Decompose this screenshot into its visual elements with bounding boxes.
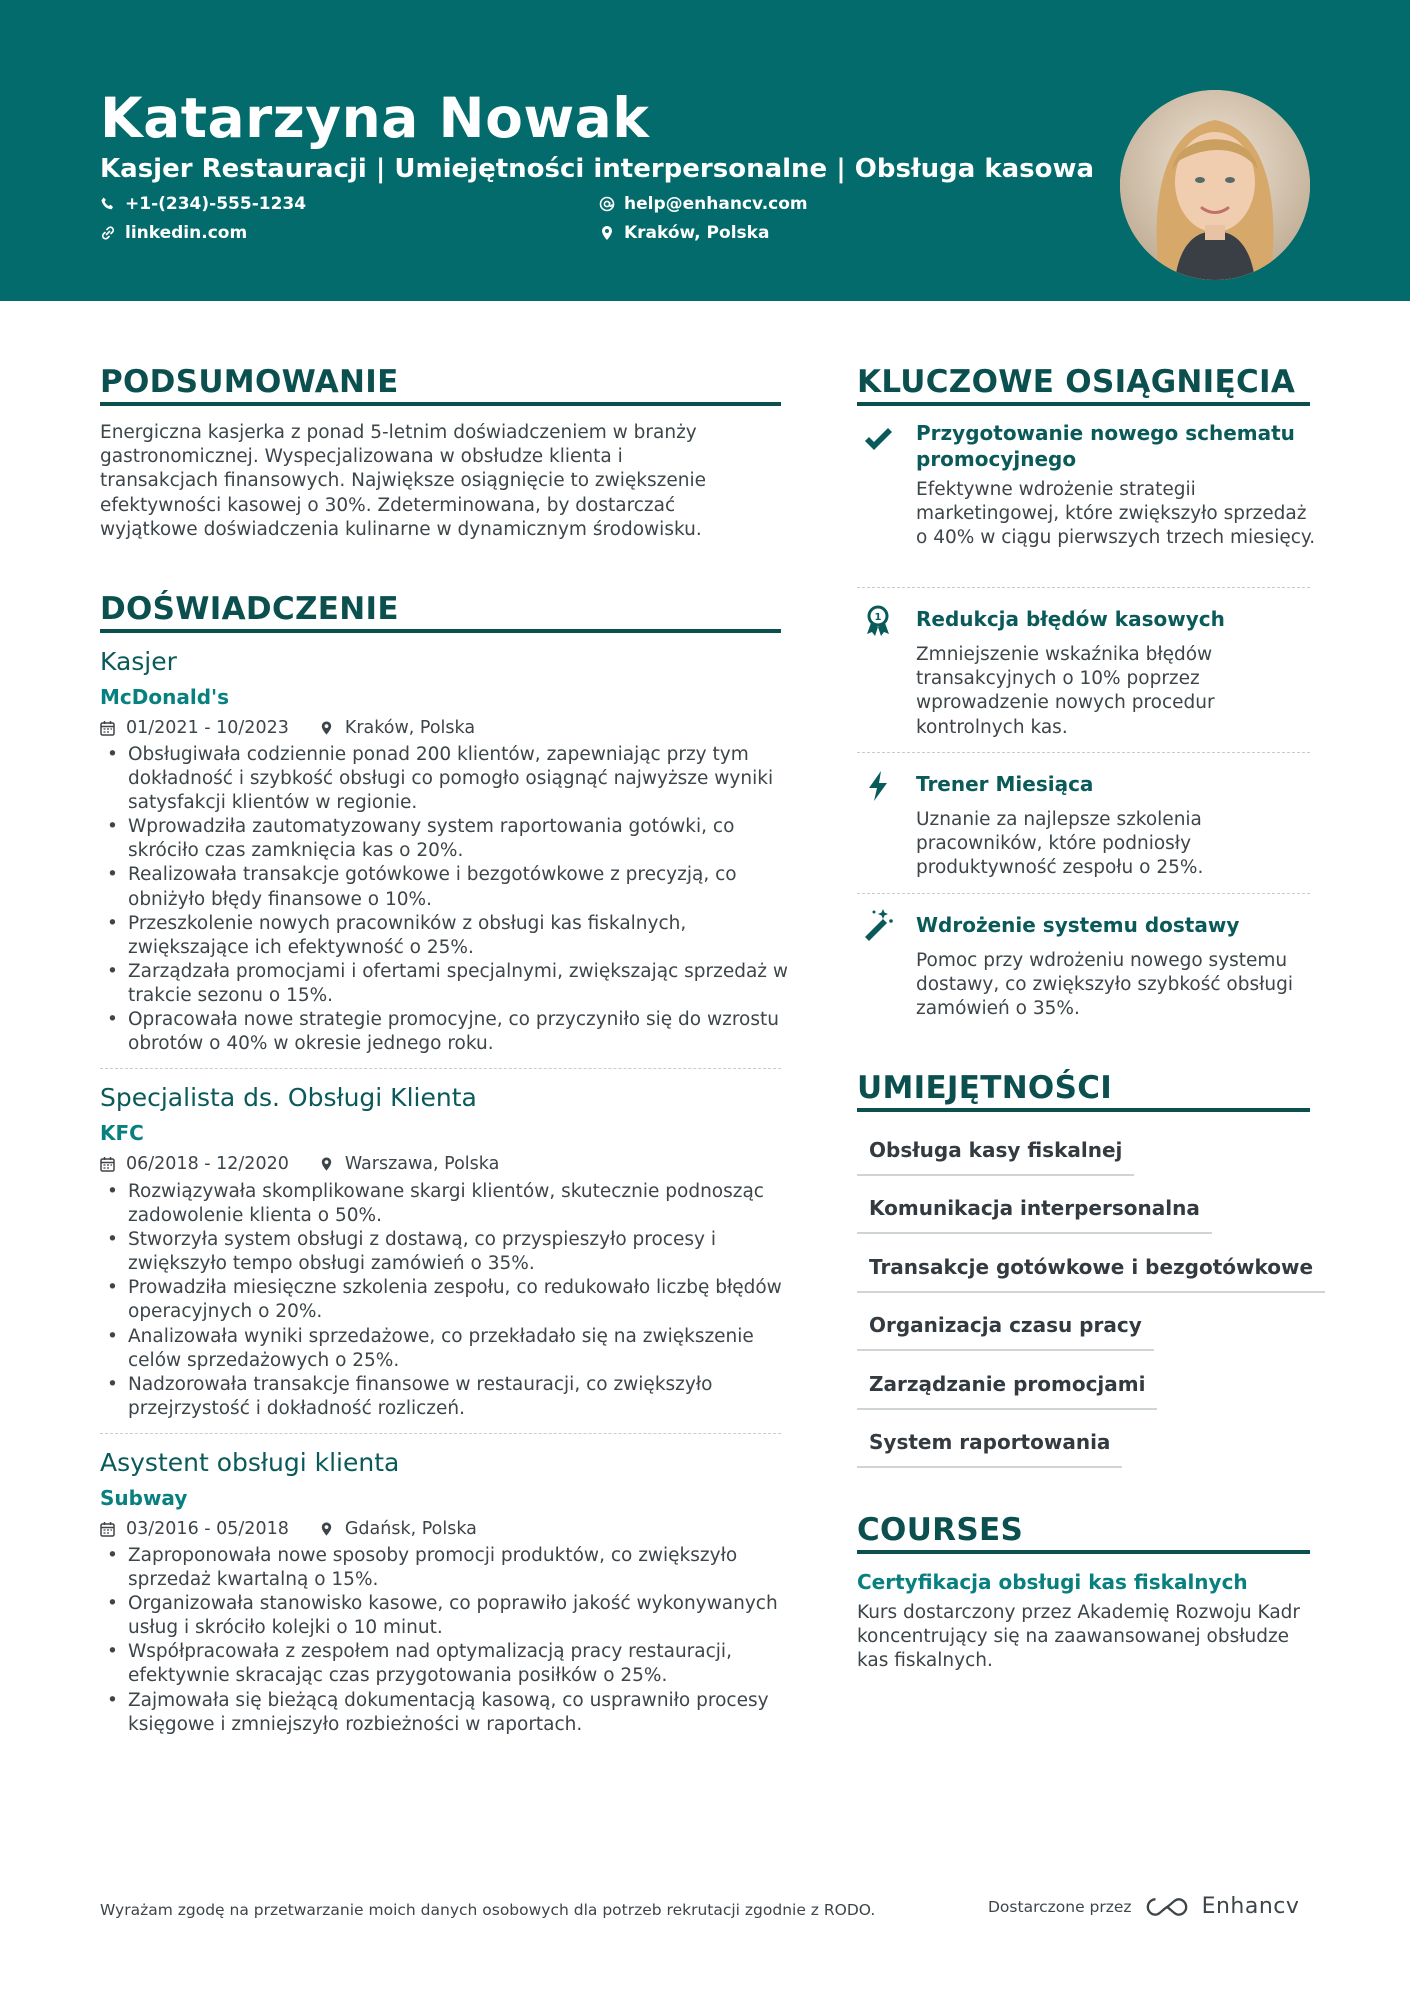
achievement-title: Wdrożenie systemu dostawy: [916, 913, 1240, 937]
list-item: • Nadzorowała transakcje finansowe w restauracji, co zwiększyło przejrzystość i dokładność rozliczeń.: [100, 1373, 790, 1421]
location-pin-icon: [319, 1521, 334, 1537]
job-location: Warszawa, Polska: [344, 1154, 500, 1174]
summary-heading: PODSUMOWANIE: [100, 364, 399, 400]
location-pin-icon: [319, 720, 334, 736]
job-dates: 03/2016 - 05/2018: [126, 1519, 289, 1539]
skill-tag: Zarządzanie promocjami: [857, 1370, 1157, 1410]
divider: [857, 587, 1310, 588]
list-item: • Zarządzała promocjami i ofertami specjalnymi, zwiększając sprzedaż w trakcie sezonu o 15%.: [100, 960, 790, 1008]
contact-location: [599, 221, 769, 245]
experience-heading: DOŚWIADCZENIE: [100, 591, 399, 627]
job-bullets: [100, 1544, 790, 1737]
divider: [100, 1068, 781, 1069]
job-dates: 06/2018 - 12/2020: [126, 1154, 289, 1174]
magic-wand-icon: [860, 906, 896, 942]
skills-heading: UMIEJĘTNOŚCI: [857, 1070, 1113, 1106]
list-item: • Zaproponowała nowe sposoby promocji produktów, co zwiększyło sprzedaż kwartalną o 15%.: [100, 1544, 790, 1592]
at-sign-icon: [599, 196, 615, 212]
list-item: • Rozwiązywała skomplikowane skargi klientów, skutecznie podnosząc zadowolenie klienta o 50%.: [100, 1180, 790, 1228]
company-name: McDonald's: [100, 685, 230, 709]
skill-tag: Komunikacja interpersonalna: [857, 1194, 1212, 1234]
phone-text: +1-(234)-555-1234: [125, 194, 307, 214]
list-item: • Przeszkolenie nowych pracowników z obsługi kas fiskalnych, zwiększające ich efektywność o 25%.: [100, 912, 790, 960]
achievement-text: Zmniejszenie wskaźnika błędów transakcyjnych o 10% poprzez wprowadzenie nowych procedur kontrolnych kas.: [916, 644, 1215, 738]
company-name: KFC: [100, 1121, 144, 1145]
skill-tag: Transakcje gotówkowe i bezgotówkowe: [857, 1253, 1325, 1293]
phone-icon: [100, 196, 116, 212]
contact-phone[interactable]: [100, 192, 306, 216]
list-item: • Wprowadziła zautomatyzowany system raportowania gotówki, co skróciło czas zamknięcia kas o 20%.: [100, 815, 790, 863]
divider: [857, 893, 1310, 894]
job-location: Kraków, Polska: [344, 718, 476, 738]
achievement-text: Uznanie za najlepsze szkolenia pracowników, które podniosły produktywność zespołu o 25%.: [916, 809, 1204, 879]
powered-by-label: Dostarczone przez: [988, 1897, 1132, 1916]
achievement-title: Przygotowanie nowego schematu promocyjnego: [916, 421, 1295, 471]
summary-text: Energiczna kasjerka z ponad 5-letnim doświadczeniem w branży gastronomicznej. Wyspecjalizowana w obsłudze klienta i transakcjach finansowych. Największe osiągnięcie to zwiększenie efektywności kasowej o 30%. Zdeterminowana, by dostarczać wyjątkowe doświadczenia kulinarne w dynamicznym środowisku.: [100, 422, 706, 540]
skill-tag: Obsługa kasy fiskalnej: [857, 1136, 1134, 1176]
calendar-icon: [100, 1521, 115, 1537]
experience-rule: [100, 629, 781, 633]
divider: [857, 752, 1310, 753]
courses-heading: COURSES: [857, 1512, 1024, 1548]
candidate-headline: Kasjer Restauracji | Umiejętności interpersonalne | Obsługa kasowa: [100, 154, 1095, 184]
contact-email[interactable]: [599, 192, 808, 216]
achievements-heading: KLUCZOWE OSIĄGNIĘCIA: [857, 364, 1296, 400]
powered-by[interactable]: [988, 1894, 1299, 1919]
candidate-name: Katarzyna Nowak: [100, 86, 650, 150]
job-meta: [100, 1517, 477, 1541]
job-bullets: [100, 743, 790, 1056]
calendar-icon: [100, 720, 115, 736]
skill-tag: Organizacja czasu pracy: [857, 1311, 1154, 1351]
job-title: Asystent obsługi klienta: [100, 1448, 400, 1477]
consent-note: Wyrażam zgodę na przetwarzanie moich danych osobowych dla potrzeb rekrutacji zgodnie z RODO.: [100, 1901, 876, 1919]
achievement-text: Efektywne wdrożenie strategii marketingowej, które zwiększyło sprzedaż o 40% w ciągu pierwszych trzech miesięcy.: [916, 479, 1316, 549]
job-dates: 01/2021 - 10/2023: [126, 718, 289, 738]
checkmark-icon: [860, 422, 896, 458]
brand-name: Enhancv: [1201, 1894, 1300, 1919]
course-text: Kurs dostarczony przez Akademię Rozwoju Kadr koncentrujący się na zaawansowanej obsłudze kas fiskalnych.: [857, 1602, 1301, 1672]
job-title: Kasjer: [100, 647, 177, 676]
lightning-bolt-icon: [860, 768, 896, 804]
location-pin-icon: [319, 1156, 334, 1172]
course-title: Certyfikacja obsługi kas fiskalnych: [857, 1570, 1248, 1594]
resume-header: [0, 0, 1410, 301]
job-location: Gdańsk, Polska: [344, 1519, 477, 1539]
contact-linkedin[interactable]: [100, 221, 247, 245]
achievement-title: Trener Miesiąca: [916, 772, 1094, 796]
list-item: • Stworzyła system obsługi z dostawą, co przyspieszyło procesy i zwiększyło tempo obsługi zamówień o 35%.: [100, 1228, 790, 1276]
list-item: • Analizowała wyniki sprzedażowe, co przekładało się na zwiększenie celów sprzedażowych o 25%.: [100, 1325, 790, 1373]
achievements-rule: [857, 402, 1310, 406]
job-bullets: [100, 1180, 790, 1421]
location-text: Kraków, Polska: [624, 223, 770, 243]
achievement-title: Redukcja błędów kasowych: [916, 607, 1225, 631]
email-text: help@enhancv.com: [624, 194, 808, 214]
job-title: Specjalista ds. Obsługi Klienta: [100, 1083, 477, 1112]
list-item: • Organizowała stanowisko kasowe, co poprawiło jakość wykonywanych usług i skróciło kolejki o 10 minut.: [100, 1592, 790, 1640]
list-item: • Opracowała nowe strategie promocyjne, co przyczyniło się do wzrostu obrotów o 40% w okresie jednego roku.: [100, 1008, 790, 1056]
skill-tag: System raportowania: [857, 1428, 1122, 1468]
list-item: • Prowadziła miesięczne szkolenia zespołu, co redukowało liczbę błędów operacyjnych o 20%.: [100, 1276, 790, 1324]
job-meta: [100, 716, 475, 740]
summary-rule: [100, 402, 781, 406]
enhancv-logo-icon: [1144, 1895, 1190, 1919]
divider: [100, 1433, 781, 1434]
linkedin-text: linkedin.com: [125, 223, 248, 243]
list-item: • Zajmowała się bieżącą dokumentacją kasową, co usprawniło procesy księgowe i zmniejszyło rozbieżności w raportach.: [100, 1689, 790, 1737]
list-item: • Współpracowała z zespołem nad optymalizacją pracy restauracji, efektywnie skracając czas przygotowania posiłków o 25%.: [100, 1640, 790, 1688]
list-item: • Realizowała transakcje gotówkowe i bezgotówkowe z precyzją, co obniżyło błędy finansowe o 10%.: [100, 863, 790, 911]
location-pin-icon: [599, 225, 615, 241]
skills-rule: [857, 1108, 1310, 1112]
award-ribbon-icon: [860, 602, 896, 638]
calendar-icon: [100, 1156, 115, 1172]
company-name: Subway: [100, 1486, 188, 1510]
achievement-text: Pomoc przy wdrożeniu nowego systemu dostawy, co zwiększyło szybkość obsługi zamówień o 35%.: [916, 950, 1294, 1020]
courses-rule: [857, 1550, 1310, 1554]
job-meta: [100, 1152, 499, 1176]
list-item: • Obsługiwała codziennie ponad 200 klientów, zapewniając przy tym dokładność i szybkość obsługi co pomogło osiągnąć najwyższe wyniki satysfakcji klientów w regionie.: [100, 743, 790, 815]
svg-text:1: 1: [874, 612, 882, 623]
link-icon: [100, 225, 116, 241]
profile-photo: [1120, 90, 1310, 280]
